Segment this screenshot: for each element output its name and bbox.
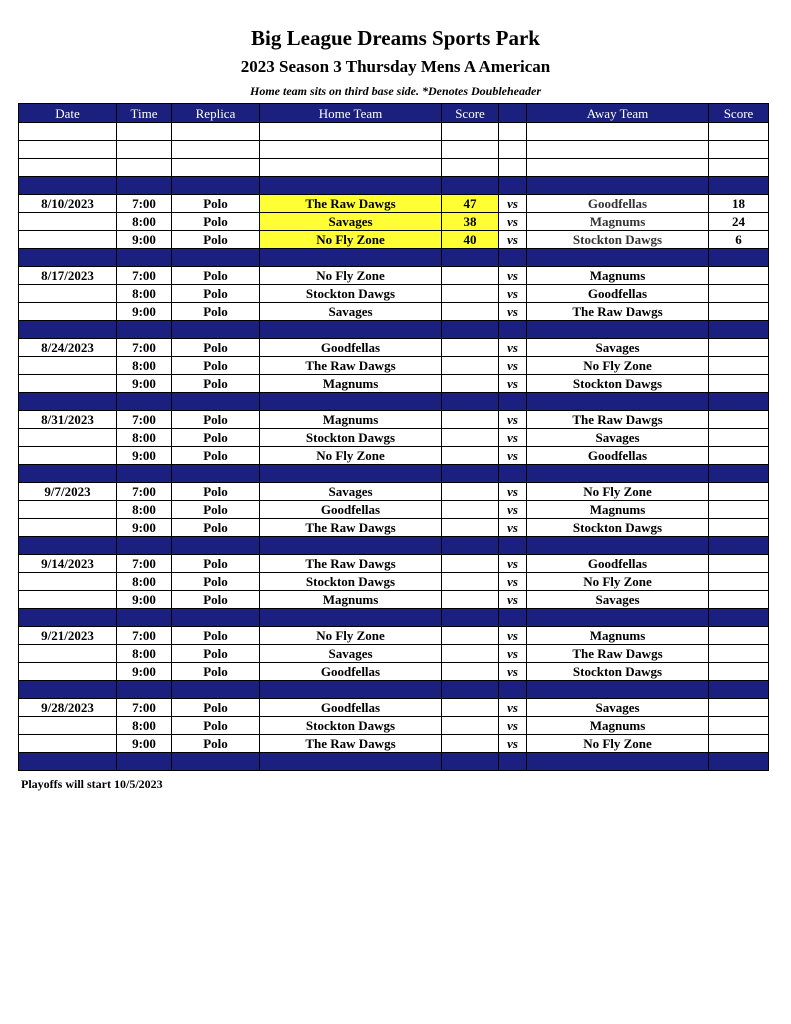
vs-cell: vs bbox=[499, 645, 527, 663]
vs-cell: vs bbox=[499, 267, 527, 285]
date-cell: 8/17/2023 bbox=[19, 267, 117, 285]
away-score-cell bbox=[709, 627, 769, 645]
game-row bbox=[19, 195, 769, 213]
vs-cell: vs bbox=[499, 483, 527, 501]
col-away-score: Score bbox=[709, 104, 769, 123]
week-separator bbox=[19, 177, 769, 195]
field-cell: Polo bbox=[172, 303, 260, 321]
time-cell: 7:00 bbox=[117, 627, 172, 645]
home-score-cell bbox=[442, 447, 499, 465]
away-team-cell: The Raw Dawgs bbox=[527, 645, 709, 663]
away-team-cell: Goodfellas bbox=[527, 447, 709, 465]
game-row bbox=[19, 501, 769, 519]
date-cell bbox=[19, 429, 117, 447]
away-team-cell: No Fly Zone bbox=[527, 483, 709, 501]
home-score-cell: 40 bbox=[442, 231, 499, 249]
date-cell: 8/31/2023 bbox=[19, 411, 117, 429]
date-cell bbox=[19, 519, 117, 537]
away-team-cell: Stockton Dawgs bbox=[527, 519, 709, 537]
page-title: Big League Dreams Sports Park bbox=[251, 26, 540, 50]
home-team-cell: Magnums bbox=[260, 375, 442, 393]
field-cell: Polo bbox=[172, 375, 260, 393]
away-team-cell: Magnums bbox=[527, 267, 709, 285]
col-date: Date bbox=[19, 104, 117, 123]
col-vs bbox=[499, 104, 527, 123]
home-team-cell: No Fly Zone bbox=[260, 447, 442, 465]
home-team-cell: The Raw Dawgs bbox=[260, 519, 442, 537]
away-team-cell: Goodfellas bbox=[527, 195, 709, 213]
away-score-cell bbox=[709, 483, 769, 501]
home-score-cell bbox=[442, 411, 499, 429]
game-row bbox=[19, 231, 769, 249]
date-cell: 9/14/2023 bbox=[19, 555, 117, 573]
time-cell: 9:00 bbox=[117, 231, 172, 249]
time-cell: 7:00 bbox=[117, 411, 172, 429]
away-score-cell bbox=[709, 411, 769, 429]
playoffs-note: Playoffs will start 10/5/2023 bbox=[21, 777, 163, 791]
date-cell: 9/21/2023 bbox=[19, 627, 117, 645]
field-cell: Polo bbox=[172, 411, 260, 429]
date-cell bbox=[19, 231, 117, 249]
away-team-cell: Magnums bbox=[527, 627, 709, 645]
home-team-cell: Stockton Dawgs bbox=[260, 429, 442, 447]
away-team-cell: The Raw Dawgs bbox=[527, 411, 709, 429]
away-score-cell bbox=[709, 267, 769, 285]
field-cell: Polo bbox=[172, 555, 260, 573]
week-separator bbox=[19, 393, 769, 411]
vs-cell: vs bbox=[499, 573, 527, 591]
home-score-cell bbox=[442, 375, 499, 393]
time-cell: 9:00 bbox=[117, 447, 172, 465]
home-team-cell: Magnums bbox=[260, 411, 442, 429]
game-row bbox=[19, 339, 769, 357]
away-score-cell: 24 bbox=[709, 213, 769, 231]
away-team-cell: Goodfellas bbox=[527, 555, 709, 573]
time-cell: 9:00 bbox=[117, 663, 172, 681]
vs-cell: vs bbox=[499, 501, 527, 519]
game-row bbox=[19, 213, 769, 231]
home-score-cell bbox=[442, 429, 499, 447]
week-separator bbox=[19, 609, 769, 627]
date-cell bbox=[19, 501, 117, 519]
home-score-cell bbox=[442, 717, 499, 735]
away-score-cell bbox=[709, 735, 769, 753]
time-cell: 8:00 bbox=[117, 717, 172, 735]
home-score-cell bbox=[442, 519, 499, 537]
game-row bbox=[19, 411, 769, 429]
home-team-cell: Savages bbox=[260, 645, 442, 663]
time-cell: 9:00 bbox=[117, 375, 172, 393]
vs-cell: vs bbox=[499, 519, 527, 537]
game-row bbox=[19, 663, 769, 681]
vs-cell: vs bbox=[499, 591, 527, 609]
time-cell: 7:00 bbox=[117, 267, 172, 285]
home-score-cell bbox=[442, 735, 499, 753]
home-team-cell: Savages bbox=[260, 303, 442, 321]
field-cell: Polo bbox=[172, 429, 260, 447]
vs-cell: vs bbox=[499, 735, 527, 753]
away-team-cell: Savages bbox=[527, 429, 709, 447]
away-team-cell: No Fly Zone bbox=[527, 357, 709, 375]
field-cell: Polo bbox=[172, 213, 260, 231]
home-team-cell: Stockton Dawgs bbox=[260, 573, 442, 591]
date-cell bbox=[19, 717, 117, 735]
home-team-cell: No Fly Zone bbox=[260, 231, 442, 249]
time-cell: 9:00 bbox=[117, 735, 172, 753]
away-team-cell: The Raw Dawgs bbox=[527, 303, 709, 321]
game-row bbox=[19, 483, 769, 501]
home-score-cell bbox=[442, 663, 499, 681]
vs-cell: vs bbox=[499, 699, 527, 717]
game-row bbox=[19, 429, 769, 447]
home-team-cell: Magnums bbox=[260, 591, 442, 609]
field-cell: Polo bbox=[172, 627, 260, 645]
date-cell: 8/10/2023 bbox=[19, 195, 117, 213]
home-team-cell: Stockton Dawgs bbox=[260, 285, 442, 303]
game-row bbox=[19, 519, 769, 537]
vs-cell: vs bbox=[499, 375, 527, 393]
game-row bbox=[19, 447, 769, 465]
away-team-cell: No Fly Zone bbox=[527, 573, 709, 591]
field-cell: Polo bbox=[172, 267, 260, 285]
date-cell: 8/24/2023 bbox=[19, 339, 117, 357]
field-cell: Polo bbox=[172, 483, 260, 501]
week-separator bbox=[19, 537, 769, 555]
col-time: Time bbox=[117, 104, 172, 123]
home-score-cell bbox=[442, 303, 499, 321]
away-score-cell bbox=[709, 357, 769, 375]
away-score-cell bbox=[709, 285, 769, 303]
home-team-cell: No Fly Zone bbox=[260, 627, 442, 645]
col-away-team: Away Team bbox=[527, 104, 709, 123]
vs-cell: vs bbox=[499, 195, 527, 213]
away-team-cell: Magnums bbox=[527, 501, 709, 519]
game-row bbox=[19, 357, 769, 375]
time-cell: 7:00 bbox=[117, 555, 172, 573]
away-team-cell: Stockton Dawgs bbox=[527, 375, 709, 393]
field-cell: Polo bbox=[172, 645, 260, 663]
date-cell bbox=[19, 447, 117, 465]
away-score-cell bbox=[709, 591, 769, 609]
away-team-cell: Savages bbox=[527, 339, 709, 357]
home-team-cell: Goodfellas bbox=[260, 501, 442, 519]
date-cell: 9/28/2023 bbox=[19, 699, 117, 717]
time-cell: 8:00 bbox=[117, 573, 172, 591]
game-row bbox=[19, 627, 769, 645]
home-team-cell: Goodfellas bbox=[260, 699, 442, 717]
home-score-cell bbox=[442, 591, 499, 609]
field-cell: Polo bbox=[172, 195, 260, 213]
home-team-cell: The Raw Dawgs bbox=[260, 357, 442, 375]
game-row bbox=[19, 303, 769, 321]
field-cell: Polo bbox=[172, 717, 260, 735]
schedule-table bbox=[18, 103, 769, 771]
away-score-cell bbox=[709, 519, 769, 537]
time-cell: 8:00 bbox=[117, 645, 172, 663]
empty-row bbox=[19, 141, 769, 159]
game-row bbox=[19, 591, 769, 609]
week-separator bbox=[19, 249, 769, 267]
away-team-cell: Magnums bbox=[527, 717, 709, 735]
game-row bbox=[19, 699, 769, 717]
time-cell: 7:00 bbox=[117, 339, 172, 357]
empty-row bbox=[19, 159, 769, 177]
col-home-score: Score bbox=[442, 104, 499, 123]
game-row bbox=[19, 717, 769, 735]
home-score-cell bbox=[442, 501, 499, 519]
date-cell bbox=[19, 375, 117, 393]
home-score-cell bbox=[442, 555, 499, 573]
home-score-cell bbox=[442, 627, 499, 645]
time-cell: 7:00 bbox=[117, 699, 172, 717]
date-cell bbox=[19, 645, 117, 663]
vs-cell: vs bbox=[499, 447, 527, 465]
date-cell bbox=[19, 303, 117, 321]
vs-cell: vs bbox=[499, 429, 527, 447]
game-row bbox=[19, 285, 769, 303]
col-home-team: Home Team bbox=[260, 104, 442, 123]
home-score-cell bbox=[442, 645, 499, 663]
vs-cell: vs bbox=[499, 213, 527, 231]
field-cell: Polo bbox=[172, 519, 260, 537]
away-team-cell: Goodfellas bbox=[527, 285, 709, 303]
week-separator bbox=[19, 465, 769, 483]
away-team-cell: Savages bbox=[527, 591, 709, 609]
field-cell: Polo bbox=[172, 663, 260, 681]
away-team-cell: Stockton Dawgs bbox=[527, 663, 709, 681]
home-team-cell: Savages bbox=[260, 213, 442, 231]
field-cell: Polo bbox=[172, 339, 260, 357]
vs-cell: vs bbox=[499, 717, 527, 735]
vs-cell: vs bbox=[499, 285, 527, 303]
home-score-cell bbox=[442, 339, 499, 357]
date-cell bbox=[19, 735, 117, 753]
home-score-cell bbox=[442, 699, 499, 717]
vs-cell: vs bbox=[499, 303, 527, 321]
game-row bbox=[19, 375, 769, 393]
game-row bbox=[19, 267, 769, 285]
away-score-cell: 18 bbox=[709, 195, 769, 213]
vs-cell: vs bbox=[499, 231, 527, 249]
vs-cell: vs bbox=[499, 357, 527, 375]
home-team-cell: The Raw Dawgs bbox=[260, 555, 442, 573]
away-score-cell bbox=[709, 339, 769, 357]
away-score-cell bbox=[709, 645, 769, 663]
schedule-body bbox=[19, 123, 769, 771]
date-cell bbox=[19, 663, 117, 681]
away-team-cell: No Fly Zone bbox=[527, 735, 709, 753]
home-team-cell: Savages bbox=[260, 483, 442, 501]
home-team-cell: Goodfellas bbox=[260, 339, 442, 357]
vs-cell: vs bbox=[499, 555, 527, 573]
time-cell: 8:00 bbox=[117, 429, 172, 447]
away-score-cell bbox=[709, 555, 769, 573]
away-score-cell bbox=[709, 375, 769, 393]
home-team-cell: No Fly Zone bbox=[260, 267, 442, 285]
field-cell: Polo bbox=[172, 573, 260, 591]
date-cell bbox=[19, 213, 117, 231]
time-cell: 8:00 bbox=[117, 285, 172, 303]
home-score-cell bbox=[442, 267, 499, 285]
game-row bbox=[19, 645, 769, 663]
field-cell: Polo bbox=[172, 231, 260, 249]
date-cell bbox=[19, 357, 117, 375]
away-score-cell bbox=[709, 429, 769, 447]
away-score-cell bbox=[709, 303, 769, 321]
home-score-cell bbox=[442, 573, 499, 591]
field-cell: Polo bbox=[172, 501, 260, 519]
away-score-cell bbox=[709, 699, 769, 717]
time-cell: 8:00 bbox=[117, 501, 172, 519]
field-cell: Polo bbox=[172, 699, 260, 717]
game-row bbox=[19, 573, 769, 591]
vs-cell: vs bbox=[499, 339, 527, 357]
vs-cell: vs bbox=[499, 663, 527, 681]
away-team-cell: Magnums bbox=[527, 213, 709, 231]
week-separator bbox=[19, 753, 769, 771]
game-row bbox=[19, 555, 769, 573]
time-cell: 8:00 bbox=[117, 357, 172, 375]
away-score-cell bbox=[709, 501, 769, 519]
away-score-cell bbox=[709, 663, 769, 681]
page-subtitle: 2023 Season 3 Thursday Mens A American bbox=[240, 57, 551, 76]
date-cell bbox=[19, 285, 117, 303]
field-cell: Polo bbox=[172, 447, 260, 465]
col-replica: Replica bbox=[172, 104, 260, 123]
date-cell: 9/7/2023 bbox=[19, 483, 117, 501]
time-cell: 9:00 bbox=[117, 303, 172, 321]
vs-cell: vs bbox=[499, 627, 527, 645]
date-cell bbox=[19, 573, 117, 591]
away-score-cell bbox=[709, 573, 769, 591]
week-separator bbox=[19, 681, 769, 699]
week-separator bbox=[19, 321, 769, 339]
field-cell: Polo bbox=[172, 735, 260, 753]
field-cell: Polo bbox=[172, 357, 260, 375]
home-score-cell: 38 bbox=[442, 213, 499, 231]
time-cell: 9:00 bbox=[117, 519, 172, 537]
home-team-cell: Goodfellas bbox=[260, 663, 442, 681]
away-score-cell: 6 bbox=[709, 231, 769, 249]
time-cell: 7:00 bbox=[117, 483, 172, 501]
field-cell: Polo bbox=[172, 285, 260, 303]
home-team-cell: Stockton Dawgs bbox=[260, 717, 442, 735]
seating-note: Home team sits on third base side. *Denotes Doubleheader bbox=[250, 84, 541, 98]
home-team-cell: The Raw Dawgs bbox=[260, 195, 442, 213]
field-cell: Polo bbox=[172, 591, 260, 609]
time-cell: 9:00 bbox=[117, 591, 172, 609]
home-score-cell bbox=[442, 285, 499, 303]
vs-cell: vs bbox=[499, 411, 527, 429]
away-team-cell: Stockton Dawgs bbox=[527, 231, 709, 249]
home-team-cell: The Raw Dawgs bbox=[260, 735, 442, 753]
date-cell bbox=[19, 591, 117, 609]
empty-row bbox=[19, 123, 769, 141]
away-score-cell bbox=[709, 447, 769, 465]
game-row bbox=[19, 735, 769, 753]
time-cell: 7:00 bbox=[117, 195, 172, 213]
time-cell: 8:00 bbox=[117, 213, 172, 231]
away-team-cell: Savages bbox=[527, 699, 709, 717]
away-score-cell bbox=[709, 717, 769, 735]
home-score-cell bbox=[442, 483, 499, 501]
home-score-cell bbox=[442, 357, 499, 375]
home-score-cell: 47 bbox=[442, 195, 499, 213]
header-row bbox=[19, 104, 769, 123]
